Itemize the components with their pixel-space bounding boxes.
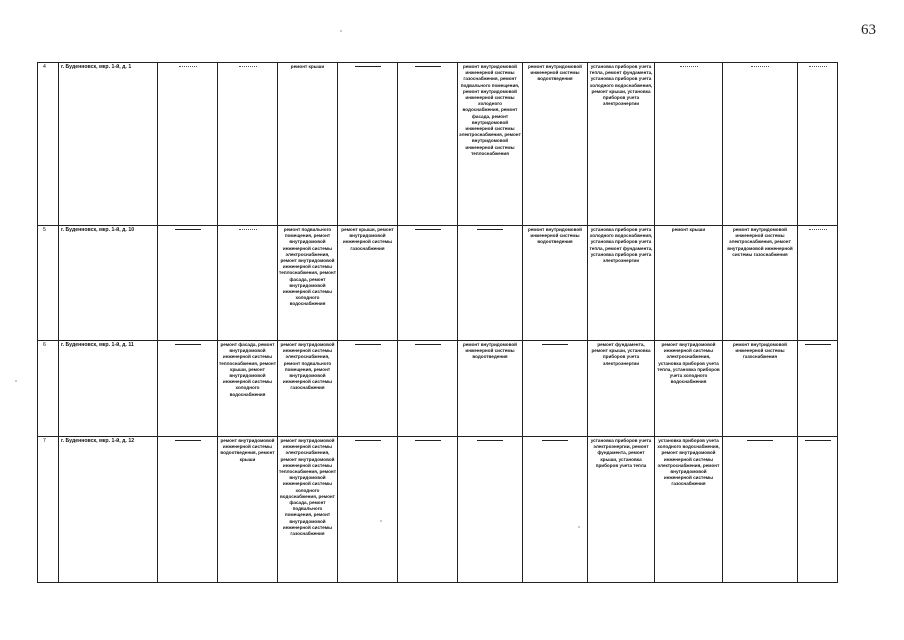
empty-cell <box>523 341 588 437</box>
empty-cell <box>458 437 523 583</box>
work-cell <box>278 226 338 341</box>
scan-speck <box>578 526 580 528</box>
dash-mark <box>751 66 769 67</box>
page-number: 63 <box>861 22 876 38</box>
table-row <box>38 63 838 226</box>
work-text: установка приборов учета электроэнергии, ремонт фундамента, ремонт крыши, установка приборов учета тепла <box>590 438 652 468</box>
work-text: ремонт внутридомовой инженерной системы газоснабжения, ремонт подвального помещения, ремонт внутридомовой инженерной системы холодного водоснабжения, ремонт фасада, ремонт внутридомовой инженерной системы электроснабжения, ремонт внутридомовой инженерной системы теплоснабжения <box>459 64 521 156</box>
dash-mark <box>179 66 197 67</box>
row-address: г. Буденновск, мкр. 1-й, д. 1 <box>59 63 158 226</box>
empty-cell <box>458 226 523 341</box>
work-text: ремонт крыши <box>290 64 325 69</box>
dash-mark <box>477 229 503 230</box>
dash-mark <box>239 229 257 230</box>
empty-cell <box>398 437 458 583</box>
empty-cell <box>723 63 798 226</box>
work-cell <box>523 63 588 226</box>
dash-mark <box>542 440 568 441</box>
empty-cell <box>218 63 278 226</box>
work-cell <box>655 341 723 437</box>
work-cell <box>655 226 723 341</box>
dash-mark <box>415 66 441 67</box>
dash-mark <box>355 440 381 441</box>
work-text: ремонт фундамента, ремонт крыши, установка приборов учета электроэнергии <box>591 342 651 366</box>
row-address: г. Буденновск, мкр. 1-й, д. 10 <box>59 226 158 341</box>
dash-mark <box>415 440 441 441</box>
work-cell <box>588 437 655 583</box>
dash-mark <box>355 344 381 345</box>
dash-mark <box>415 229 441 230</box>
scan-speck <box>15 380 17 382</box>
empty-cell <box>218 226 278 341</box>
dash-mark <box>175 440 201 441</box>
work-text: ремонт внутридомовой инженерной системы электроснабжения, ремонт внутридомовой инженерной системы газоснабжения <box>727 227 793 257</box>
dash-mark <box>809 229 827 230</box>
work-text: ремонт внутридомовой инженерной системы газоснабжения <box>732 342 788 360</box>
work-text: ремонт внутридомовой инженерной системы электроснабжения, установка приборов учета тепла, установка приборов учета холодного водоснабжения <box>657 342 720 385</box>
work-cell <box>723 341 798 437</box>
table-row <box>38 226 838 341</box>
dash-mark <box>809 66 827 67</box>
work-cell <box>588 341 655 437</box>
empty-cell <box>798 63 838 226</box>
work-text: установка приборов учета тепла, ремонт фундамента, установка приборов учета холодного водоснабжения, ремонт крыши, установка приборов учета электроэнергии <box>589 64 653 107</box>
row-address: г. Буденновск, мкр. 1-й, д. 12 <box>59 437 158 583</box>
work-cell <box>218 437 278 583</box>
repair-schedule-table <box>37 62 838 583</box>
work-text: ремонт внутридомовой инженерной системы водоотведения <box>527 227 583 245</box>
work-text: ремонт внутридомовой инженерной системы водоотведения, ремонт крыши <box>220 438 275 462</box>
work-text: ремонт внутридомовой инженерной системы водоотведения <box>527 64 583 82</box>
empty-cell <box>655 63 723 226</box>
work-cell <box>278 341 338 437</box>
empty-cell <box>158 437 218 583</box>
row-number: 5 <box>38 226 59 341</box>
empty-cell <box>398 341 458 437</box>
work-cell <box>588 226 655 341</box>
scan-speck <box>340 30 342 32</box>
empty-cell <box>338 437 398 583</box>
work-text: ремонт внутридомовой инженерной системы электроснабжения, ремонт внутридомовой инженерной системы теплоснабжения, ремонт внутридомовой инженерной системы холодного водоснабжения, ремонт фасада, ремонт подвального помещения, ремонт внутридомовой инженерной системы газоснабжения <box>279 438 336 537</box>
empty-cell <box>398 63 458 226</box>
dash-mark <box>175 344 201 345</box>
work-cell <box>723 226 798 341</box>
row-number: 7 <box>38 437 59 583</box>
empty-cell <box>798 226 838 341</box>
dash-mark <box>747 440 773 441</box>
work-cell <box>278 437 338 583</box>
work-text: ремонт фасада, ремонт внутридомовой инженерной системы теплоснабжения, ремонт крыши, ремонт внутридомовой инженерной системы холодного водоснабжения <box>219 342 276 397</box>
dash-mark <box>805 344 831 345</box>
empty-cell <box>158 63 218 226</box>
work-cell <box>218 341 278 437</box>
empty-cell <box>523 437 588 583</box>
table-row <box>38 437 838 583</box>
row-number: 6 <box>38 341 59 437</box>
empty-cell <box>798 341 838 437</box>
empty-cell <box>398 226 458 341</box>
empty-cell <box>798 437 838 583</box>
row-number: 4 <box>38 63 59 226</box>
work-text: установка приборов учета холодного водоснабжения, ремонт внутридомовой инженерной системы электроснабжения, ремонт внутридомовой инженерной системы газоснабжения <box>657 438 720 487</box>
dash-mark <box>239 66 257 67</box>
dash-mark <box>542 344 568 345</box>
work-cell <box>278 63 338 226</box>
table-row <box>38 341 838 437</box>
dash-mark <box>805 440 831 441</box>
empty-cell <box>158 226 218 341</box>
dash-mark <box>355 66 381 67</box>
dash-mark <box>477 440 503 441</box>
work-cell <box>458 341 523 437</box>
work-cell <box>458 63 523 226</box>
row-address: г. Буденновск, мкр. 1-й, д. 11 <box>59 341 158 437</box>
scan-speck <box>380 520 382 522</box>
work-text: ремонт крыши <box>671 227 706 232</box>
work-text: ремонт внутридомовой инженерной системы водоотведения <box>462 342 518 360</box>
empty-cell <box>338 341 398 437</box>
work-cell <box>523 226 588 341</box>
work-text: ремонт крыши, ремонт внутридомовой инженерной системы газоснабжения <box>341 227 394 251</box>
empty-cell <box>723 437 798 583</box>
work-text: установка приборов учета холодного водоснабжения, установка приборов учета тепла, ремонт фундамента, установка приборов учета электроэнергии <box>589 227 653 264</box>
work-text: ремонт внутридомовой инженерной системы электроснабжения, ремонт подвального помещения, ремонт внутридомовой инженерной системы газоснабжения <box>280 342 335 391</box>
dash-mark <box>415 344 441 345</box>
dash-mark <box>680 66 698 67</box>
work-text: ремонт подвального помещения, ремонт внутридомовой инженерной системы электроснабжения, ремонт внутридомовой инженерной системы теплоснабжения, ремонт фасада, ремонт внутридомовой инженерной системы холодного водоснабжения <box>279 227 336 307</box>
work-cell <box>588 63 655 226</box>
work-cell <box>338 226 398 341</box>
empty-cell <box>338 63 398 226</box>
empty-cell <box>158 341 218 437</box>
dash-mark <box>175 229 201 230</box>
work-cell <box>655 437 723 583</box>
